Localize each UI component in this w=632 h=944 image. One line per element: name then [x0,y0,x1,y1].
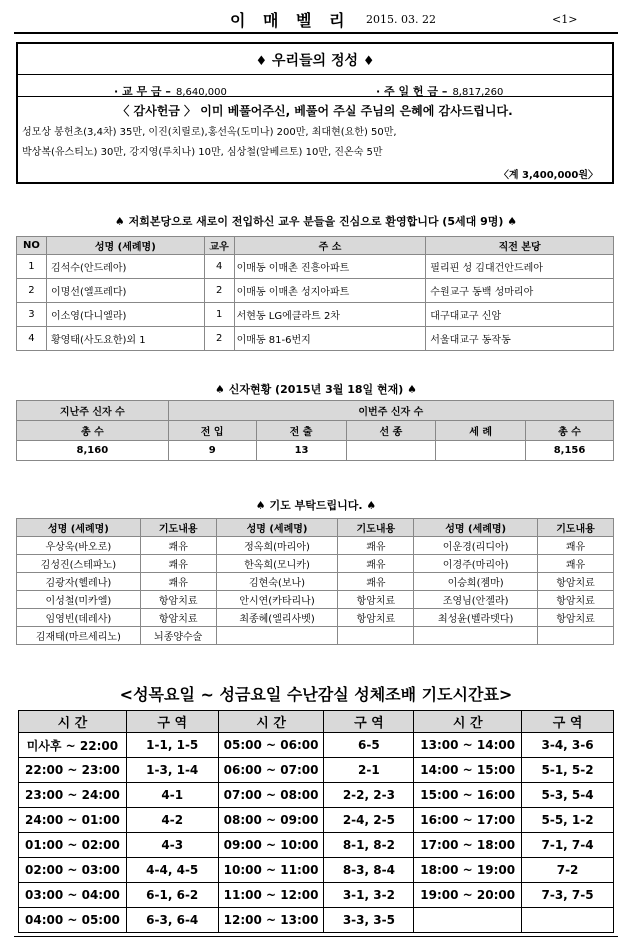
table-row [17,327,614,351]
table-row [17,303,614,327]
bulletin-header [14,6,618,34]
col-content-2: 기도내용 [338,519,414,537]
col-content-3: 기도내용 [538,519,614,537]
table-row [19,908,614,933]
cell: 18:00 ~ 19:00 [414,858,522,883]
cell: 22:00 ~ 23:00 [19,758,127,783]
cell: 김광자(헬레나) [17,573,141,591]
cell: 3-3, 3-5 [324,908,414,933]
cell: 8-3, 8-4 [324,858,414,883]
table-row [17,537,614,555]
cell: 쾌유 [538,537,614,555]
cell: 2 [17,279,47,303]
deceased-value [346,441,436,461]
thanks-heading: 〈 감사헌금 〉 [117,104,197,118]
cell: 17:00 ~ 18:00 [414,833,522,858]
col-name-2: 성명 (세례명) [216,519,338,537]
this-week-label: 이번주 신자 수 [168,401,613,421]
cell: 이승희(젬마) [414,573,538,591]
cell: 3-1, 3-2 [324,883,414,908]
col-content-1: 기도내용 [140,519,216,537]
cell: 항암치료 [338,609,414,627]
table-row [17,627,614,645]
cell: 항암치료 [538,591,614,609]
cell: 4 [204,255,234,279]
col-time-3: 시 간 [414,711,522,733]
table-row [17,279,614,303]
cell: 08:00 ~ 09:00 [218,808,324,833]
col-total: 총 수 [526,421,614,441]
transfer-out-value: 13 [256,441,346,461]
last-total-label: 총 수 [17,421,169,441]
cell: 1 [204,303,234,327]
cell: 5-5, 1-2 [522,808,614,833]
cell: 19:00 ~ 20:00 [414,883,522,908]
kyomu-amount: 8,640,000 [175,87,227,98]
cell: 4-3 [126,833,218,858]
cell: 쾌유 [338,537,414,555]
cell: 1 [17,255,47,279]
cell: 14:00 ~ 15:00 [414,758,522,783]
cell [216,627,338,645]
cell: 항암치료 [538,573,614,591]
table-row [19,733,614,758]
cell: 8-1, 8-2 [324,833,414,858]
cell: 쾌유 [140,537,216,555]
table-row [17,573,614,591]
cell: 4-4, 4-5 [126,858,218,883]
cell: 최성윤(벨라뎃다) [414,609,538,627]
cell: 16:00 ~ 17:00 [414,808,522,833]
cell: 필리핀 성 김대건안드레아 [426,255,614,279]
cell: 02:00 ~ 03:00 [19,858,127,883]
cell: 2-1 [324,758,414,783]
kyomu-label: · 교 무 금 – [114,85,171,98]
footer-rule [14,936,618,937]
cell: 김성진(스테파노) [17,555,141,573]
cell: 5-3, 5-4 [522,783,614,808]
cell: 최종혜(엘리사벳) [216,609,338,627]
offering-title-text: 우리들의 정성 [271,53,359,69]
cell: 쾌유 [338,573,414,591]
cell: 항암치료 [538,609,614,627]
cell: 4 [17,327,47,351]
table-row [17,591,614,609]
cell: 13:00 ~ 14:00 [414,733,522,758]
cell: 미사후 ~ 22:00 [19,733,127,758]
offering-total: 〈계 3,400,000원〉 [498,170,598,181]
donors-line-2: 박상복(유스티노) 30만, 강지영(루치나) 10만, 심상철(알베르토) 10만, 진온숙 5만 [22,147,383,158]
newcomers-title: ♠ 저희본당으로 새로이 전입하신 교우 분들을 진심으로 환영합니다 (5세대 9명) ♠ [114,215,518,228]
cell: 이매동 이매촌 성지아파트 [234,279,426,303]
cell: 쾌유 [140,555,216,573]
cell: 김현숙(보나) [216,573,338,591]
newcomers-table [16,236,614,351]
cell: 수원교구 동백 성마리아 [426,279,614,303]
thanks-line [18,102,612,119]
cell: 3 [17,303,47,327]
cell: 서현동 LG에클라트 2차 [234,303,426,327]
cell [414,908,522,933]
col-name-3: 성명 (세례명) [414,519,538,537]
col-transfer-out: 전 출 [256,421,346,441]
cell: 5-1, 5-2 [522,758,614,783]
cell: 2 [204,279,234,303]
cell: 뇌종양수술 [140,627,216,645]
page-number: <1> [552,13,578,26]
col-prev-parish: 직전 본당 [426,237,614,255]
diamond-icon: ♦ [362,54,375,69]
cell: 정옥희(마리아) [216,537,338,555]
cell: 07:00 ~ 08:00 [218,783,324,808]
cell: 항암치료 [338,591,414,609]
cell: 김석수(안드레아) [46,255,204,279]
cell: 이운경(리디아) [414,537,538,555]
col-name-1: 성명 (세례명) [17,519,141,537]
cell: 6-3, 6-4 [126,908,218,933]
juil-amount: 8,817,260 [452,87,504,98]
col-zone-3: 구 역 [522,711,614,733]
total-value: 8,156 [526,441,614,461]
cell: 12:00 ~ 13:00 [218,908,324,933]
cell: 이매동 81-6번지 [234,327,426,351]
table-row [19,808,614,833]
cell: 이매동 이매촌 진흥아파트 [234,255,426,279]
cell: 안시연(카타리나) [216,591,338,609]
table-row [19,783,614,808]
cell: 조영님(안젤라) [414,591,538,609]
cell: 항암치료 [140,609,216,627]
cell: 한옥희(모니카) [216,555,338,573]
cell: 이경주(마리아) [414,555,538,573]
cell: 10:00 ~ 11:00 [218,858,324,883]
prayer-table [16,518,614,645]
thanks-text: 이미 베풀어주신, 베풀어 주실 주님의 은혜에 감사드립니다. [200,104,513,118]
table-row [19,833,614,858]
cell: 11:00 ~ 12:00 [218,883,324,908]
cell: 1-1, 1-5 [126,733,218,758]
col-name: 성명 (세례명) [46,237,204,255]
cell: 7-3, 7-5 [522,883,614,908]
diamond-icon: ♦ [255,54,268,69]
cell: 쾌유 [338,555,414,573]
table-row [19,883,614,908]
cell: 대구대교구 신암 [426,303,614,327]
offering-box [16,42,614,184]
cell: 항암치료 [140,591,216,609]
col-baptism: 세 례 [436,421,526,441]
col-zone-2: 구 역 [324,711,414,733]
schedule-title: <성목요일 ~ 성금요일 수난감실 성체조배 기도시간표> [119,685,513,704]
cell: 3-4, 3-6 [522,733,614,758]
cell [522,908,614,933]
cell: 6-1, 6-2 [126,883,218,908]
last-week-label: 지난주 신자 수 [17,401,169,421]
cell: 2-2, 2-3 [324,783,414,808]
believers-table [16,400,614,461]
baptism-value [436,441,526,461]
cell: 황영태(사도요한)외 1 [46,327,204,351]
prayer-title: ♠ 기도 부탁드립니다. ♠ [255,499,377,512]
col-transfer-in: 전 입 [168,421,256,441]
table-row [17,555,614,573]
transfer-in-value: 9 [168,441,256,461]
cell [414,627,538,645]
cell: 2 [204,327,234,351]
col-time-1: 시 간 [19,711,127,733]
cell: 15:00 ~ 16:00 [414,783,522,808]
cell: 4-1 [126,783,218,808]
offering-title [18,50,612,70]
col-address: 주 소 [234,237,426,255]
cell: 7-1, 7-4 [522,833,614,858]
cell [538,627,614,645]
table-row [17,609,614,627]
col-deceased: 선 종 [346,421,436,441]
cell: 우상욱(바오로) [17,537,141,555]
cell: 1-3, 1-4 [126,758,218,783]
last-total-value: 8,160 [17,441,169,461]
table-row [19,758,614,783]
cell: 6-5 [324,733,414,758]
table-row [17,255,614,279]
cell: 04:00 ~ 05:00 [19,908,127,933]
cell: 24:00 ~ 01:00 [19,808,127,833]
cell: 4-2 [126,808,218,833]
cell: 23:00 ~ 24:00 [19,783,127,808]
juil-label: · 주 일 헌 금 – [376,85,448,98]
cell: 05:00 ~ 06:00 [218,733,324,758]
col-no: NO [17,237,47,255]
cell: 쾌유 [538,555,614,573]
col-members: 교우 [204,237,234,255]
cell: 7-2 [522,858,614,883]
cell: 이명선(엘프레다) [46,279,204,303]
col-zone-1: 구 역 [126,711,218,733]
cell: 쾌유 [140,573,216,591]
schedule-table [18,710,614,933]
believers-title: ♠ 신자현황 (2015년 3월 18일 현재) ♠ [215,383,417,396]
donors-line-1: 성모상 봉헌초(3,4차) 35만, 이진(치릴로),홍선옥(도미나) 200만, 최대현(요한) 50만, [22,127,397,138]
cell: 서울대교구 동작동 [426,327,614,351]
cell: 이성철(미카엘) [17,591,141,609]
table-row [19,858,614,883]
cell: 03:00 ~ 04:00 [19,883,127,908]
cell: 이소영(다니엘라) [46,303,204,327]
cell: 01:00 ~ 02:00 [19,833,127,858]
cell: 06:00 ~ 07:00 [218,758,324,783]
bulletin-date: 2015. 03. 22 [366,13,436,26]
cell [338,627,414,645]
cell: 임영빈(데레사) [17,609,141,627]
cell: 09:00 ~ 10:00 [218,833,324,858]
cell: 김재태(마르세리노) [17,627,141,645]
cell: 2-4, 2-5 [324,808,414,833]
col-time-2: 시 간 [218,711,324,733]
bulletin-title: 이 매 벨 리 [230,11,351,30]
